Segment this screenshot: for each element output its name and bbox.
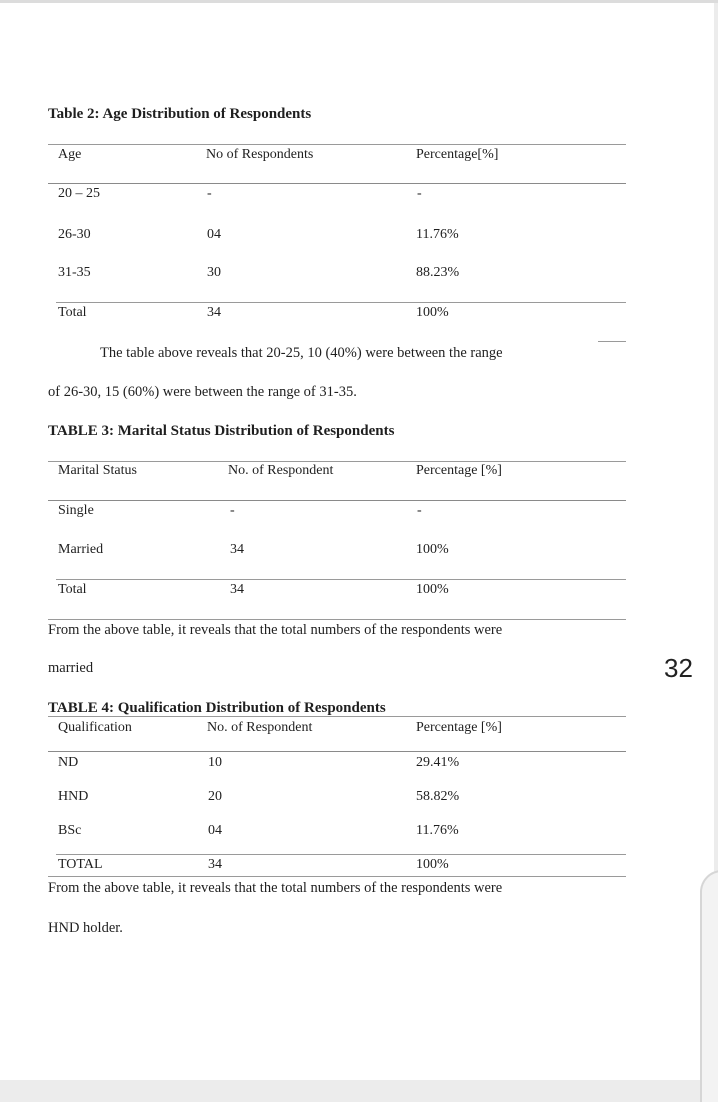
table3-total-rule [56,579,626,580]
table3-header-rule [48,500,626,501]
table2-caption: Table 2: Age Distribution of Respondents [48,106,312,122]
table3-top-rule [48,461,626,462]
table2-total-count: 34 [207,305,221,320]
table2-total-label: Total [58,305,87,320]
table2-row3-count: 30 [207,265,221,280]
table4-header-qualification: Qualification [58,720,132,735]
table3-total-count: 34 [230,582,244,597]
table4-header-rule [48,751,626,752]
para3-line2: HND holder. [48,920,123,936]
table3-row1-percent: - [417,503,422,518]
table3-row1-count: - [230,503,235,518]
para2-line1: From the above table, it reveals that the total numbers of the respondents were [48,622,503,638]
page-edge-scroll-overlay [700,870,718,1102]
table3-total-percent: 100% [416,582,449,597]
table2-header-rule [48,183,626,184]
table4-row3-count: 04 [208,823,222,838]
table3-header-percent: Percentage [%] [416,463,502,478]
table2-row1-percent: - [417,186,422,201]
table2-row2-count: 04 [207,227,221,242]
top-border [0,0,718,3]
table3-header-count: No. of Respondent [228,463,334,478]
table4-row1-percent: 29.41% [416,755,460,770]
table2-row1-age: 20 – 25 [58,186,100,201]
table4-header-percent: Percentage [%] [416,720,502,735]
table4-top-rule [48,716,626,717]
table2-total-rule [56,302,626,303]
table2-bottom-rule-fragment [598,341,626,342]
table4-row3-percent: 11.76% [416,823,459,838]
table3-row1-status: Single [58,503,94,518]
table4-row2-percent: 58.82% [416,789,460,804]
table2-header-percent: Percentage[%] [416,147,499,162]
table2-row2-age: 26-30 [58,227,91,242]
page-number: 32 [664,653,693,683]
para1-line2: of 26-30, 15 (60%) were between the range of 31-35. [48,384,357,400]
table2-row3-age: 31-35 [58,265,91,280]
table2-top-rule [48,144,626,145]
table4-header-count: No. of Respondent [207,720,313,735]
table2-header-count: No of Respondents [206,147,314,162]
table3-caption: TABLE 3: Marital Status Distribution of Respondents [48,423,395,439]
table4-total-percent: 100% [416,857,449,872]
para3-line1: From the above table, it reveals that the total numbers of the respondents were [48,880,503,896]
table2-row1-count: - [207,186,212,201]
table4-total-rule [56,854,626,855]
table2-total-percent: 100% [416,305,449,320]
table3-row2-percent: 100% [416,542,449,557]
table2-row3-percent: 88.23% [416,265,460,280]
table3-total-label: Total [58,582,87,597]
table2-row2-percent: 11.76% [416,227,459,242]
table3-header-status: Marital Status [58,463,137,478]
para1-line1: The table above reveals that 20-25, 10 (40%) were between the range [100,345,503,361]
table4-row2-count: 20 [208,789,222,804]
table3-bottom-rule [48,619,626,620]
table4-total-label: TOTAL [58,857,103,872]
table4-bottom-rule [48,876,626,877]
table4-row2-qualification: HND [58,789,89,804]
table4-row1-qualification: ND [58,755,79,770]
table4-caption: TABLE 4: Qualification Distribution of Respondents [48,700,386,716]
table4-row3-qualification: BSc [58,823,82,838]
table2-header-age: Age [58,147,82,162]
table4-row1-count: 10 [208,755,222,770]
table4-total-count: 34 [208,857,222,872]
table3-row2-count: 34 [230,542,244,557]
para2-line2: married [48,660,94,676]
table3-row2-status: Married [58,542,104,557]
